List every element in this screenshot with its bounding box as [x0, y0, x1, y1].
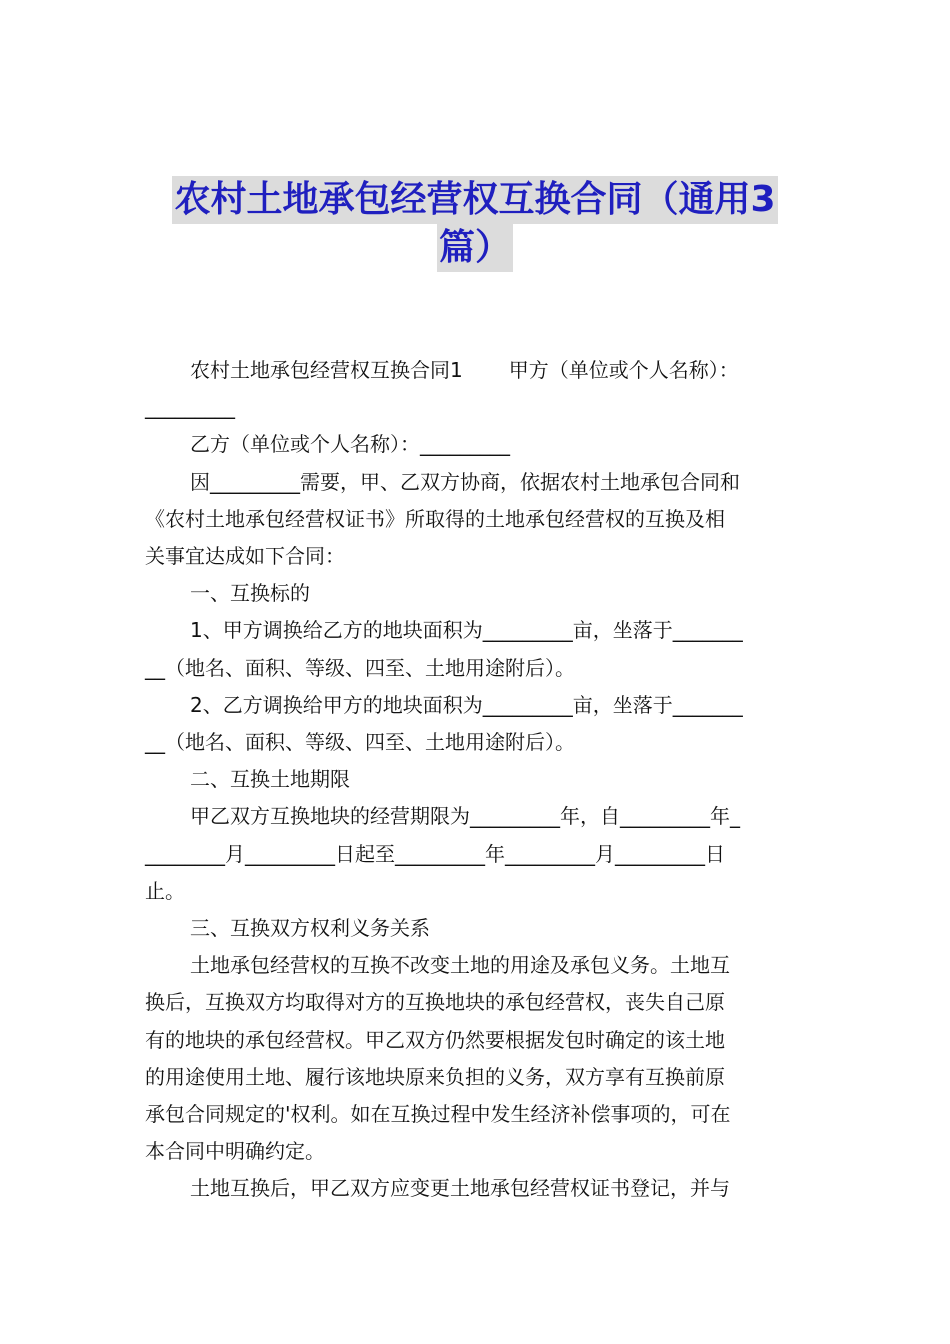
paragraph-line [145, 352, 810, 389]
document-title [0, 176, 950, 272]
paragraph-line: __（地名、面积、等级、四至、土地用途附后）。 [145, 655, 575, 680]
paragraph-line: ________月_________日起至_________年_________月_________日 [145, 841, 725, 866]
paragraph-line: 止。 [145, 878, 185, 903]
paragraph-line: 土地承包经营权的互换不改变土地的用途及承包义务。土地互 [190, 953, 730, 978]
document-body [145, 352, 810, 1208]
paragraph-line: 《农村土地承包经营权证书》所取得的土地承包经营权的互换及相 [145, 506, 725, 531]
paragraph-line: 有的地块的承包经营权。甲乙双方仍然要根据发包时确定的该土地 [145, 1027, 725, 1052]
paragraph-line: 因_________需要，甲、乙双方协商，依据农村土地承包合同和 [190, 469, 740, 494]
paragraph-line: 本合同中明确约定。 [145, 1139, 325, 1164]
paragraph-line: 土地互换后，甲乙双方应变更土地承包经营权证书登记，并与 [190, 1176, 730, 1201]
paragraph-line: 承包合同规定的'权利。如在互换过程中发生经济补偿事项的，可在 [145, 1102, 731, 1127]
party-b-line: 乙方（单位或个人名称）：_________ [190, 432, 510, 457]
section-heading: 二、互换土地期限 [190, 767, 350, 792]
contract-heading: 农村土地承包经营权互换合同1 [190, 358, 463, 382]
section-heading: 三、互换双方权利义务关系 [190, 916, 430, 941]
section-heading: 一、互换标的 [190, 581, 310, 606]
paragraph-line: __（地名、面积、等级、四至、土地用途附后）。 [145, 730, 575, 755]
paragraph-line: 甲乙双方互换地块的经营期限为_________年，自_________年_ [190, 804, 740, 829]
paragraph-line: 的用途使用土地、履行该地块原来负担的义务，双方享有互换前原 [145, 1064, 725, 1089]
paragraph-line: 2、乙方调换给甲方的地块面积为_________亩，坐落于_______ [190, 692, 743, 717]
paragraph-line: 关事宜达成如下合同： [145, 544, 345, 569]
paragraph-line: 换后，互换双方均取得对方的互换地块的承包经营权，丧失自己原 [145, 990, 725, 1015]
paragraph-line: _________ [145, 395, 235, 420]
title-line-2: 篇） [437, 224, 513, 272]
party-a-label: 甲方（单位或个人名称）： [508, 358, 739, 382]
paragraph-line: 1、甲方调换给乙方的地块面积为_________亩，坐落于_______ [190, 618, 743, 643]
title-line-1: 农村土地承包经营权互换合同（通用3 [172, 176, 777, 224]
